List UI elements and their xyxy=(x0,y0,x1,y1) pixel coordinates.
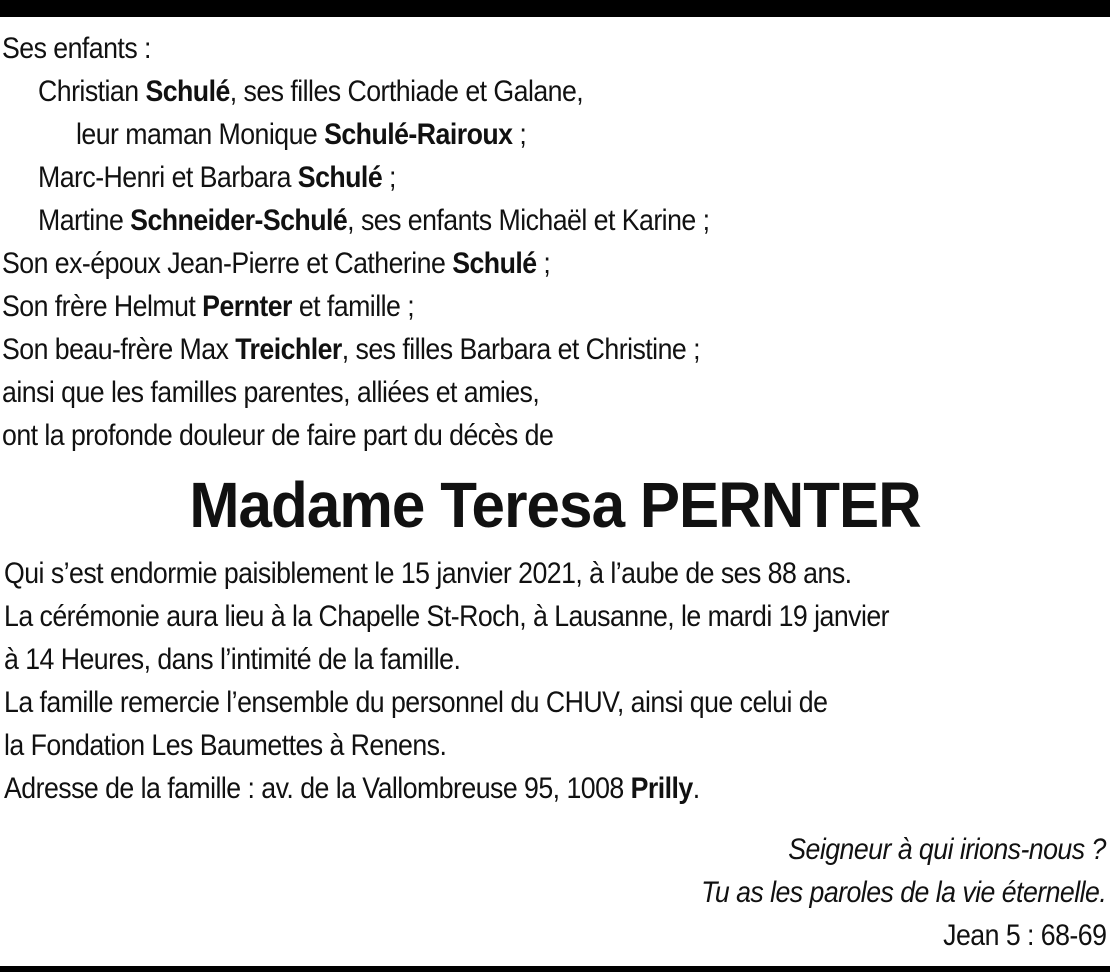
details-line-3: à 14 Heures, dans l’intimité de la famille. xyxy=(4,643,461,676)
other-families: ainsi que les familles parentes, alliées et amies, xyxy=(2,376,540,409)
child-marc-henri: Marc-Henri et Barbara Schulé ; xyxy=(38,161,396,194)
announcement-text: ont la profonde douleur de faire part du décès de xyxy=(2,419,554,452)
surname: Pernter xyxy=(202,290,292,323)
surname: Schulé xyxy=(452,247,537,280)
details-line-1: Qui s’est endormie paisiblement le 15 janvier 2021, à l’aube de ses 88 ans. xyxy=(4,557,852,590)
surname: Schulé xyxy=(297,161,383,194)
surname: Schneider-Schulé xyxy=(130,204,348,237)
details-line-5: la Fondation Les Baumettes à Renens. xyxy=(4,729,447,762)
child-christian: Christian Schulé, ses filles Corthiade et Galane, xyxy=(38,75,584,108)
verse-line-2: Tu as les paroles de la vie éternelle. xyxy=(700,876,1106,909)
surname: Treichler xyxy=(235,333,342,366)
ex-spouse: Son ex-époux Jean-Pierre et Catherine Schulé ; xyxy=(2,247,551,280)
surname: Schulé-Rairoux xyxy=(324,118,513,151)
bottom-border-rule xyxy=(0,966,1110,972)
address-city: Prilly xyxy=(630,772,693,805)
brother: Son frère Helmut Pernter et famille ; xyxy=(2,290,415,323)
family-address: Adresse de la famille : av. de la Vallombreuse 95, 1008 Prilly. xyxy=(4,772,700,805)
child-martine: Martine Schneider-Schulé, ses enfants Michaël et Karine ; xyxy=(38,204,710,237)
details-line-4: La famille remercie l’ensemble du personnel du CHUV, ainsi que celui de xyxy=(4,686,828,719)
children-intro: Ses enfants : xyxy=(2,32,151,65)
details-line-2: La cérémonie aura lieu à la Chapelle St-Roch, à Lausanne, le mardi 19 janvier xyxy=(4,600,890,633)
verse-reference: Jean 5 : 68-69 xyxy=(942,919,1106,952)
brother-in-law: Son beau-frère Max Treichler, ses filles Barbara et Christine ; xyxy=(2,333,700,366)
surname: Schulé xyxy=(145,75,230,108)
deceased-name-heading: Madame Teresa PERNTER xyxy=(189,469,921,541)
top-border-rule xyxy=(0,0,1110,17)
child-christian-mother: leur maman Monique Schulé-Rairoux ; xyxy=(76,118,527,151)
verse-line-1: Seigneur à qui irions-nous ? xyxy=(788,833,1106,866)
